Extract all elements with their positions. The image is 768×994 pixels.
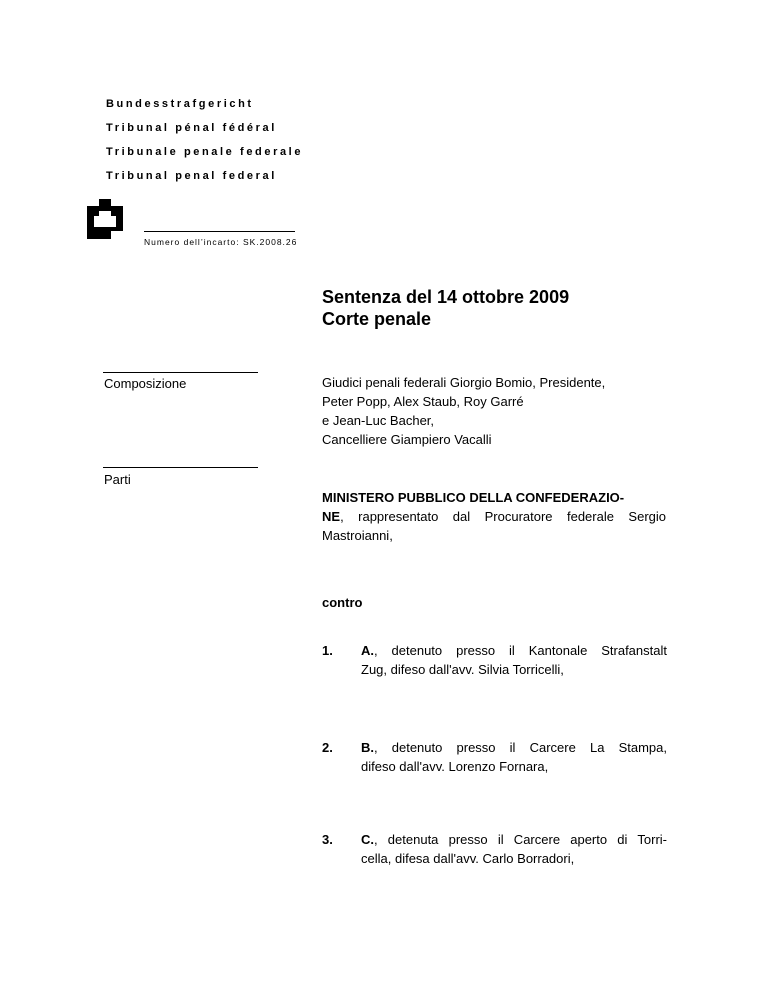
composition-label: Composizione <box>104 376 187 391</box>
swiss-federal-cross-logo-icon <box>87 199 123 239</box>
prosecutor-line <box>322 507 666 526</box>
composition-line: Peter Popp, Alex Staub, Roy Garré <box>322 394 524 409</box>
composition-rule <box>103 372 258 373</box>
composition-text <box>322 373 682 449</box>
case-number: Numero dell’incarto: SK.2008.26 <box>144 237 298 247</box>
prosecutor-block <box>322 488 666 545</box>
composition-line: Giudici penali federali Giorgio Bomio, Presidente, <box>322 375 606 390</box>
parties-rule <box>103 467 258 468</box>
defendant-number: 3. <box>322 832 333 847</box>
court-name-italian: Tribunale penale federale <box>106 146 304 158</box>
contro-label <box>322 593 362 612</box>
defendant-detention: , detenuta presso il Carcere aperto di Torri- <box>374 832 667 847</box>
contro-text: contro <box>322 595 363 610</box>
defendant-number: 1. <box>322 643 333 658</box>
defendant-number: 2. <box>322 740 333 755</box>
defendant-line <box>361 830 667 849</box>
prosecutor-line: Mastroianni, <box>322 528 393 543</box>
defendant-line: Zug, difeso dall'avv. Silvia Torricelli, <box>361 662 564 677</box>
defendant-entry <box>361 830 667 868</box>
court-name-romansh: Tribunal penal federal <box>106 170 277 182</box>
defendant-line: cella, difesa dall'avv. Carlo Borradori, <box>361 851 575 866</box>
defendant-name: A. <box>361 643 374 658</box>
prosecutor-description: , rappresentato dal Procuratore federale Sergio <box>340 509 666 524</box>
defendant-detention: , detenuto presso il Kantonale Strafanstalt <box>374 643 667 658</box>
court-division: Corte penale <box>322 309 432 329</box>
page-title <box>322 286 569 330</box>
composition-line: Cancelliere Giampiero Vacalli <box>322 432 492 447</box>
parties-label: Parti <box>104 472 131 487</box>
prosecutor-line <box>322 488 666 507</box>
defendant-name: B. <box>361 740 374 755</box>
prosecutor-name-end: NE <box>322 509 341 524</box>
judgment-date: Sentenza del 14 ottobre 2009 <box>322 287 570 307</box>
defendant-entry <box>361 738 667 776</box>
court-name-french: Tribunal pénal fédéral <box>106 122 277 134</box>
prosecutor-name: MINISTERO PUBBLICO DELLA CONFEDERAZIO- <box>322 490 625 505</box>
court-name-german: Bundesstrafgericht <box>106 98 254 110</box>
defendant-entry <box>361 641 667 679</box>
composition-line: e Jean-Luc Bacher, <box>322 413 435 428</box>
case-number-rule <box>144 231 295 232</box>
defendant-line <box>361 641 667 660</box>
defendant-line: difeso dall'avv. Lorenzo Fornara, <box>361 759 549 774</box>
defendant-line <box>361 738 667 757</box>
defendant-name: C. <box>361 832 374 847</box>
defendant-detention: , detenuto presso il Carcere La Stampa, <box>374 740 667 755</box>
